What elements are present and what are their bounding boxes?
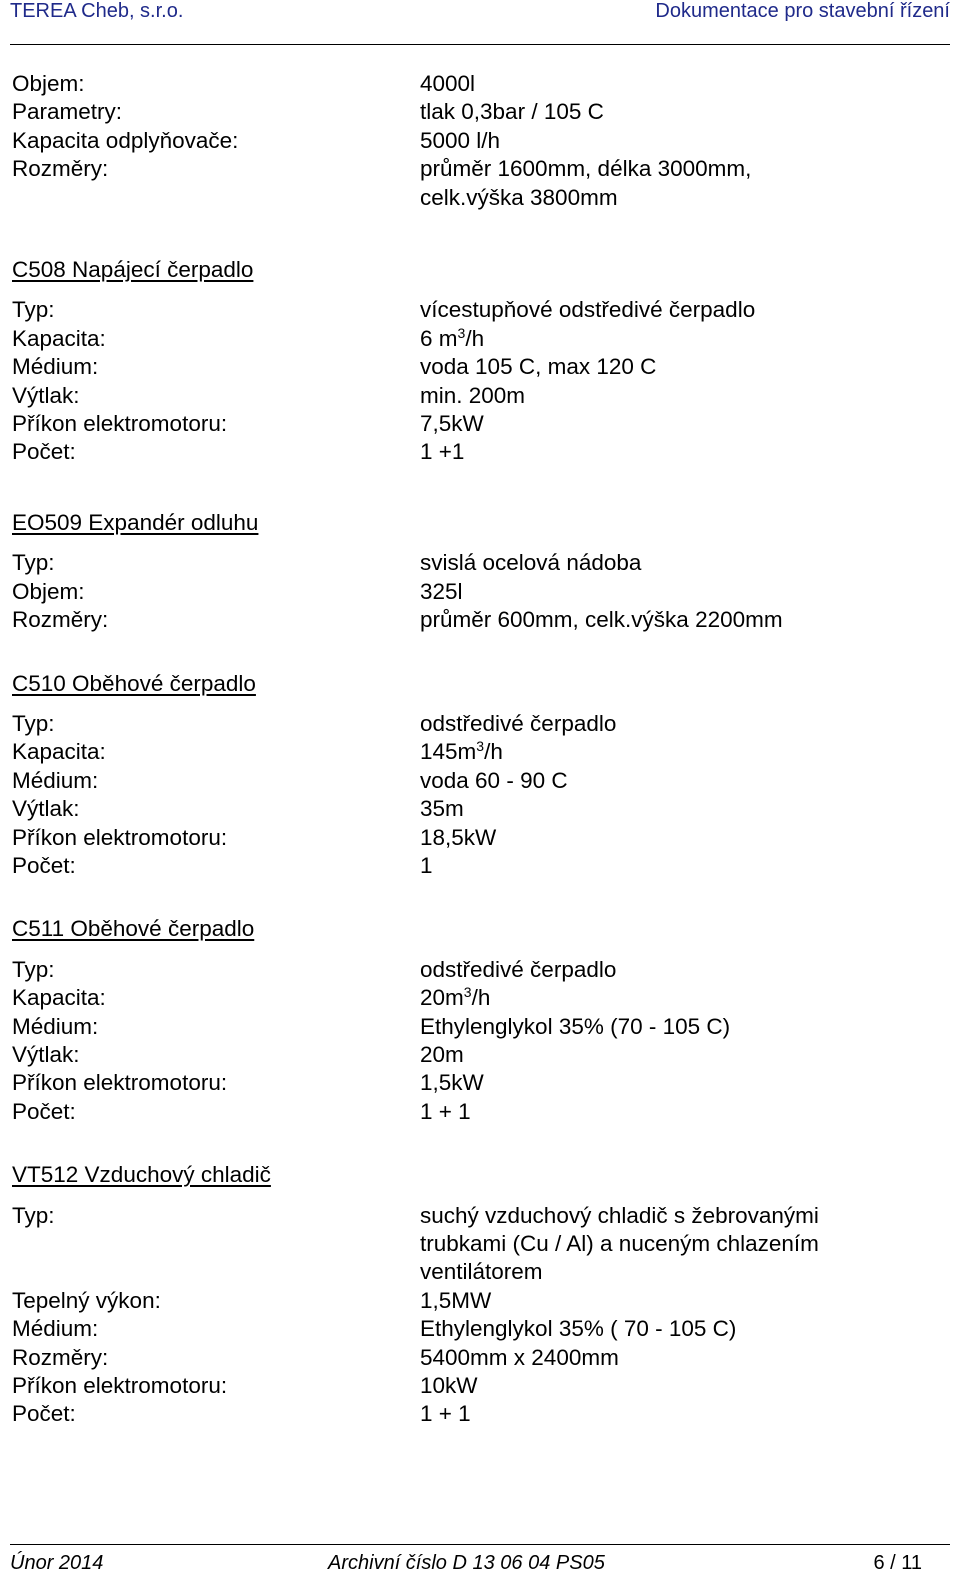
spec-row: [12, 984, 932, 1012]
section-title: C511 Oběhové čerpadlo: [12, 916, 255, 942]
spec-value: 1 + 1: [420, 1401, 471, 1427]
spec-row: [12, 1069, 932, 1097]
section-title: EO509 Expandér odluhu: [12, 509, 259, 535]
spec-row: [12, 606, 932, 634]
spec-label: Typ:: [12, 1202, 55, 1228]
value-tail: /h: [484, 739, 503, 765]
spec-value: [420, 325, 900, 353]
spec-value: 1,5kW: [420, 1070, 484, 1096]
value-superscript: 3: [463, 984, 472, 1001]
spec-row: [12, 1400, 932, 1428]
footer-date: Únor 2014: [10, 1552, 104, 1574]
spec-row: [12, 155, 932, 212]
spec-row: [12, 852, 932, 880]
spec-row: [12, 1287, 932, 1315]
spec-label: Kapacita:: [12, 325, 106, 351]
footer-page-number: 6 / 11: [873, 1552, 922, 1574]
section-vt512: [12, 1161, 932, 1429]
spec-row: [12, 1098, 932, 1126]
spec-row: [12, 325, 932, 353]
spec-value: 5000 l/h: [420, 127, 501, 153]
section-c510: [12, 670, 932, 881]
spec-row: [12, 767, 932, 795]
value-superscript: 3: [457, 324, 466, 341]
spec-label: Objem:: [12, 71, 85, 96]
spec-label: Počet:: [12, 439, 76, 465]
spec-label: Kapacita:: [12, 739, 106, 765]
spec-value: tlak 0,3bar / 105 C: [420, 99, 604, 125]
spec-value: průměr 600mm, celk.výška 2200mm: [420, 607, 783, 633]
spec-row: [12, 710, 932, 738]
spec-label: Typ:: [12, 297, 55, 323]
value-superscript: 3: [476, 738, 485, 755]
spec-label: Příkon elektromotoru:: [12, 824, 228, 850]
spec-value: Ethylenglykol 35% (70 - 105 C): [420, 1013, 731, 1039]
value-main: 145m: [420, 739, 477, 765]
spec-value: vícestupňové odstředivé čerpadlo: [420, 297, 756, 323]
header-document-type: Dokumentace pro stavební řízení: [655, 0, 950, 22]
spec-row: [12, 578, 932, 606]
spec-row: [12, 353, 932, 381]
spec-value: svislá ocelová nádoba: [420, 550, 642, 576]
document-content: [12, 70, 932, 1429]
spec-row: [12, 1041, 932, 1069]
spec-label: Médium:: [12, 1013, 99, 1039]
spec-value: voda 60 - 90 C: [420, 767, 568, 793]
spec-row: [12, 438, 932, 466]
spec-label: Typ:: [12, 710, 55, 736]
spec-row: [12, 1202, 932, 1287]
value-tail: /h: [465, 325, 485, 351]
spec-row: [12, 824, 932, 852]
section-c508: [12, 256, 932, 467]
spec-row: [12, 98, 932, 126]
spec-value: 7,5kW: [420, 411, 484, 437]
spec-value: 10kW: [420, 1373, 478, 1399]
spec-label: Typ:: [12, 956, 55, 982]
spec-row: [12, 795, 932, 823]
spec-label: Médium:: [12, 1316, 99, 1342]
spec-label: Příkon elektromotoru:: [12, 1373, 228, 1399]
spec-label: Médium:: [12, 354, 99, 380]
spec-value: 1 +1: [420, 439, 465, 465]
spec-row: [12, 1013, 932, 1041]
spec-value: 5400mm x 2400mm: [420, 1344, 619, 1370]
spec-value: 35m: [420, 796, 464, 822]
footer-archive-number: Archivní číslo D 13 06 04 PS05: [328, 1552, 605, 1574]
spec-row: [12, 1344, 932, 1372]
spec-value: min. 200m: [420, 382, 526, 408]
spec-row: [12, 382, 932, 410]
spec-value: 4000l: [420, 71, 476, 96]
value-main: 20m: [420, 985, 464, 1011]
spec-value: 1,5MW: [420, 1287, 492, 1313]
value-main: 6 m: [420, 325, 458, 351]
spec-row: [12, 1372, 932, 1400]
spec-label: Výtlak:: [12, 382, 80, 408]
spec-label: Počet:: [12, 852, 76, 878]
spec-label: Parametry:: [12, 99, 123, 125]
spec-label: Typ:: [12, 550, 55, 576]
spec-value: [420, 984, 900, 1012]
spec-value: průměr 1600mm, délka 3000mm, celk.výška 3800mm: [420, 156, 752, 210]
value-tail: /h: [471, 985, 491, 1011]
spec-label: Rozměry:: [12, 607, 109, 633]
section-intro: [12, 70, 932, 212]
spec-value: suchý vzduchový chladič s žebrovanými trubkami (Cu / Al) a nuceným chlazením ventilátorem: [420, 1202, 819, 1285]
section-eo509: [12, 509, 932, 635]
spec-label: Médium:: [12, 767, 99, 793]
section-title: C508 Napájecí čerpadlo: [12, 257, 254, 283]
spec-label: Kapacita:: [12, 985, 106, 1011]
spec-value: Ethylenglykol 35% ( 70 - 105 C): [420, 1316, 737, 1342]
spec-row: [12, 296, 932, 324]
spec-label: Výtlak:: [12, 796, 80, 822]
spec-row: [12, 410, 932, 438]
spec-label: Počet:: [12, 1401, 76, 1427]
section-c511: [12, 915, 932, 1126]
spec-label: Kapacita odplyňovače:: [12, 127, 239, 153]
section-title: VT512 Vzduchový chladič: [12, 1162, 271, 1188]
spec-row: [12, 127, 932, 155]
spec-label: Rozměry:: [12, 1344, 109, 1370]
spec-value: 1: [420, 852, 433, 878]
spec-label: Příkon elektromotoru:: [12, 411, 228, 437]
spec-label: Příkon elektromotoru:: [12, 1070, 228, 1096]
page-header: [10, 0, 950, 45]
spec-label: Rozměry:: [12, 156, 109, 182]
header-company: TEREA Cheb, s.r.o.: [10, 0, 184, 22]
spec-label: Objem:: [12, 578, 85, 604]
spec-value: 18,5kW: [420, 824, 497, 850]
spec-value: 1 + 1: [420, 1098, 471, 1124]
spec-row: [12, 738, 932, 766]
spec-row: [12, 70, 932, 98]
spec-label: Počet:: [12, 1098, 76, 1124]
page-footer: [10, 1544, 950, 1585]
spec-label: Tepelný výkon:: [12, 1287, 161, 1313]
spec-value: odstředivé čerpadlo: [420, 710, 617, 736]
spec-value: voda 105 C, max 120 C: [420, 354, 657, 380]
spec-row: [12, 1315, 932, 1343]
spec-row: [12, 549, 932, 577]
spec-value: 20m: [420, 1041, 464, 1067]
spec-label: Výtlak:: [12, 1041, 80, 1067]
section-title: C510 Oběhové čerpadlo: [12, 670, 256, 696]
spec-value: 325l: [420, 578, 463, 604]
spec-value: [420, 738, 900, 766]
spec-value: odstředivé čerpadlo: [420, 956, 617, 982]
spec-row: [12, 956, 932, 984]
